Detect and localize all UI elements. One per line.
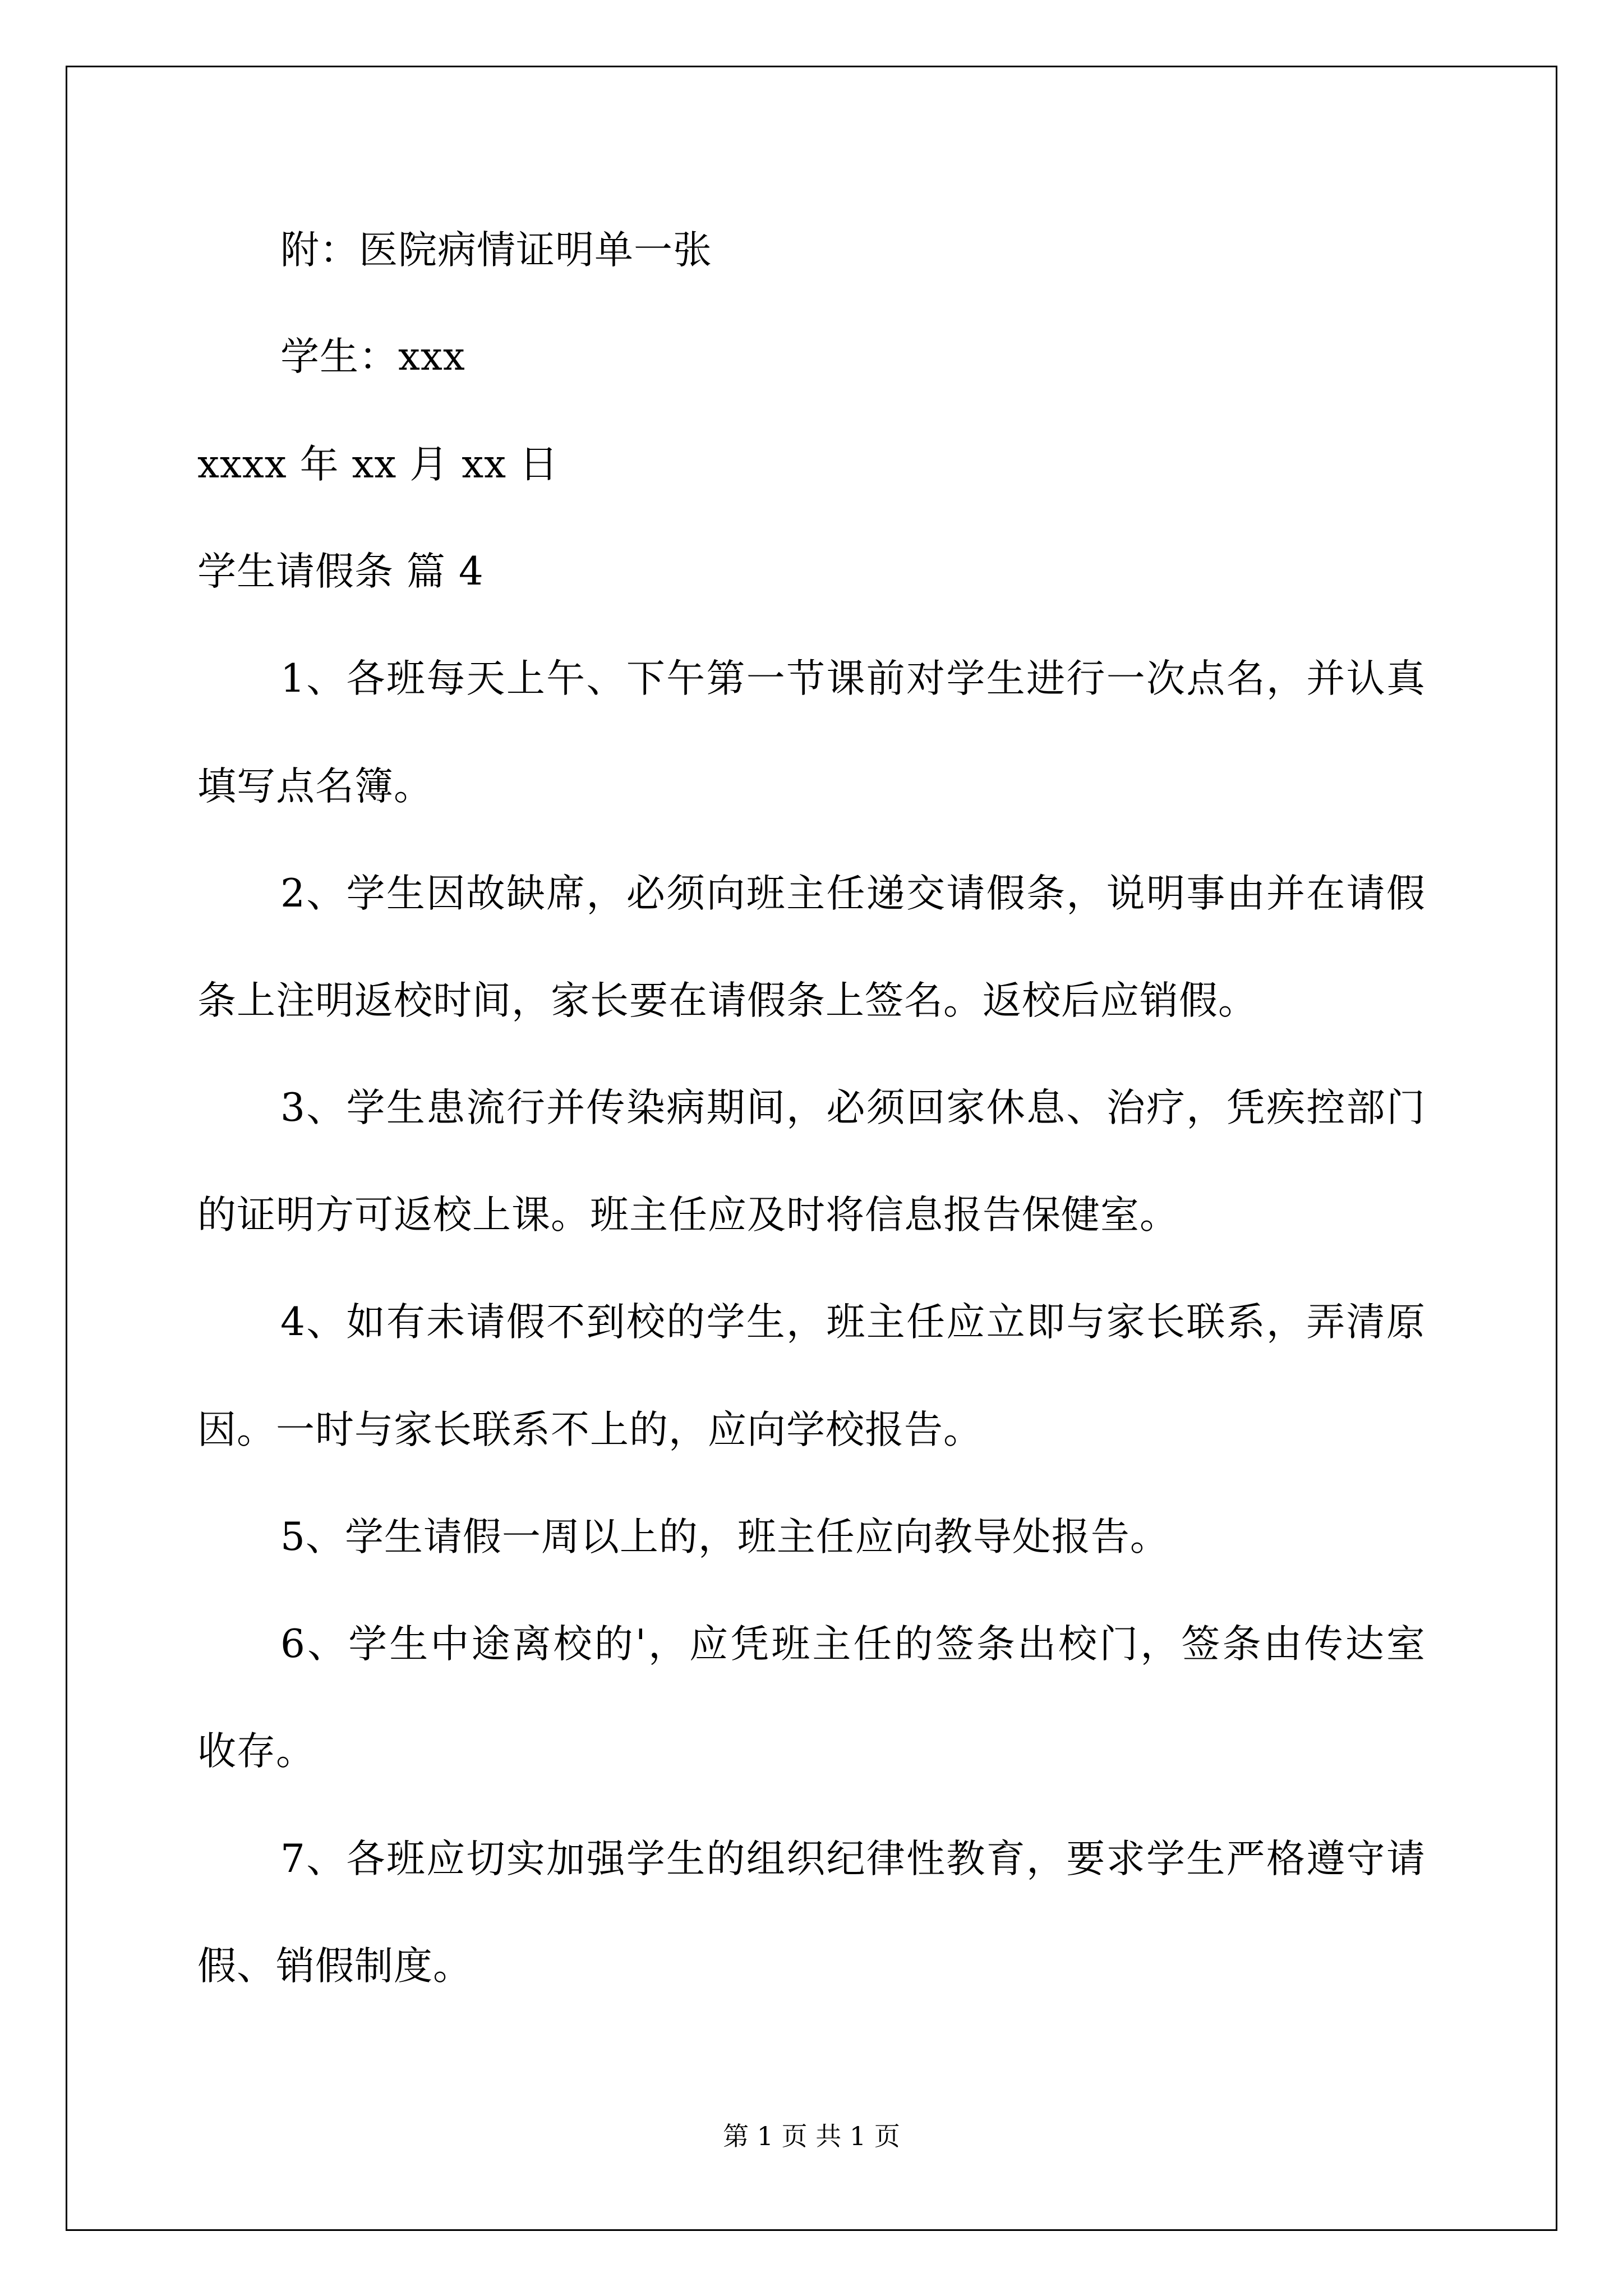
item-7-line-2: 假、销假制度。 [197,1944,472,1989]
item-3-line-2: 的证明方可返校上课。班主任应及时将信息报告保健室。 [197,1193,1179,1237]
item-6-line-2: 收存。 [197,1729,315,1774]
page-footer: 第 1 页 共 1 页 [723,2121,900,2151]
attachment-note: 附：医院病情证明单一张 [280,228,712,273]
item-5-line-1: 5、学生请假一周以上的，班主任应向教导处报告。 [280,1515,1169,1559]
page-border [66,66,1557,2231]
section-title: 学生请假条 篇 4 [197,549,484,594]
item-1-line-2: 填写点名簿。 [197,764,433,809]
item-6-line-1: 6、学生中途离校的'，应凭班主任的签条出校门，签条由传达室 [280,1622,1426,1667]
item-2-line-2: 条上注明返校时间，家长要在请假条上签名。返校后应销假。 [197,978,1257,1023]
item-4-line-1: 4、如有未请假不到校的学生，班主任应立即与家长联系，弄清原 [280,1300,1426,1345]
item-4-line-2: 因。一时与家长联系不上的，应向学校报告。 [197,1407,983,1452]
item-7-line-1: 7、各班应切实加强学生的组织纪律性教育，要求学生严格遵守请 [280,1837,1426,1881]
item-1-line-1: 1、各班每天上午、下午第一节课前对学生进行一次点名，并认真 [280,656,1426,701]
date-line: xxxx 年 xx 月 xx 日 [197,442,559,487]
student-signature: 学生：xxx [280,334,465,379]
item-3-line-1: 3、学生患流行并传染病期间，必须回家休息、治疗，凭疾控部门 [280,1085,1426,1130]
item-2-line-1: 2、学生因故缺席，必须向班主任递交请假条，说明事由并在请假 [280,871,1426,916]
